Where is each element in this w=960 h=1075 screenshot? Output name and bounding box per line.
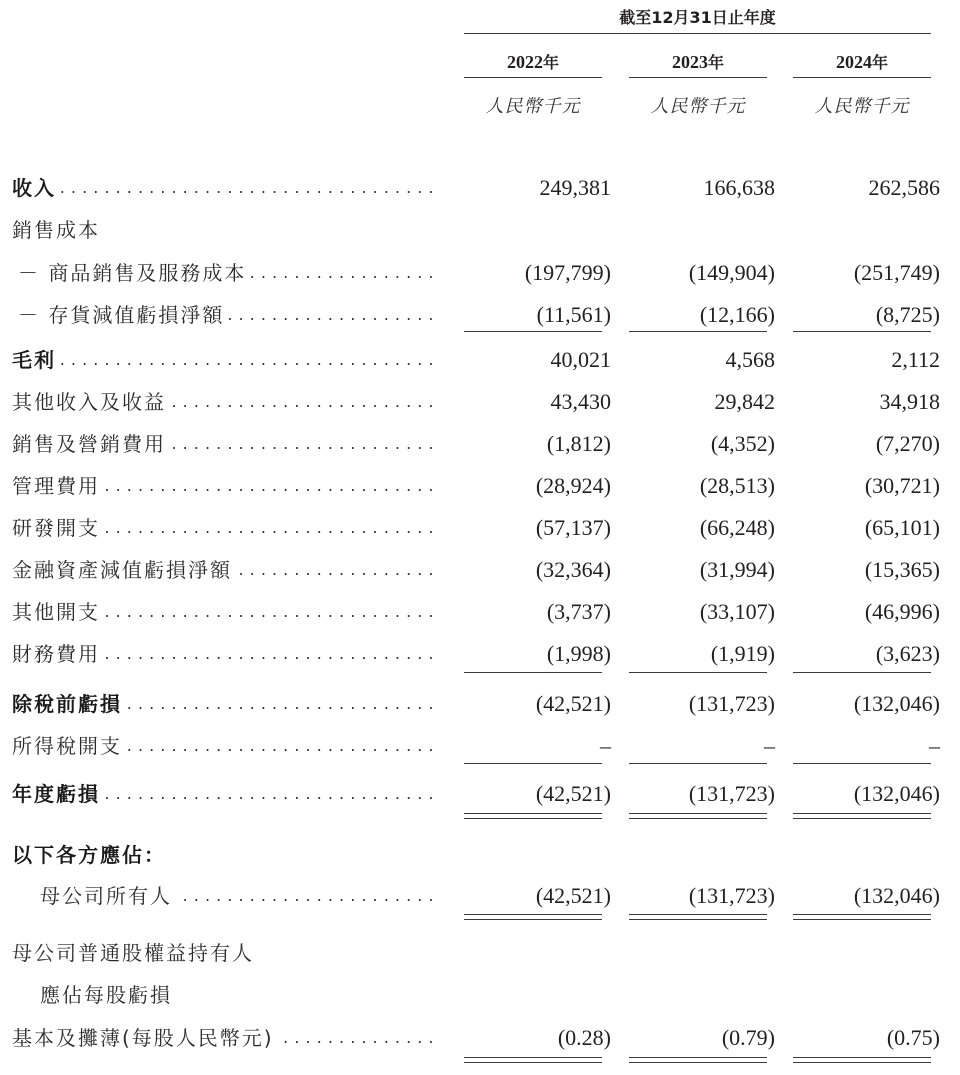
row-label-cost-of-goods-and-services: － 商品銷售及服務成本 . . . xyxy=(18,258,434,288)
cell-value: 2,112 xyxy=(891,347,940,372)
subtotal-rule xyxy=(793,331,931,332)
cell-value: – xyxy=(929,733,940,758)
cell-value: (42,521) xyxy=(535,781,611,806)
cell-value: (42,521) xyxy=(535,691,611,716)
total-double-rule xyxy=(629,914,767,920)
cell-value: (1,812) xyxy=(546,431,611,456)
cell-value: (8,725) xyxy=(875,302,940,327)
row-label-owners-of-parent: 母公司所有人 . . . xyxy=(40,881,434,911)
total-double-rule xyxy=(793,914,931,920)
total-double-rule xyxy=(464,914,602,920)
period-header: 截至12月31日止年度 xyxy=(619,8,776,27)
cell-value: (3,737) xyxy=(546,599,611,624)
cell-value: (31,994) xyxy=(699,557,775,582)
row-label-other-expenses: 其他開支 . . . xyxy=(12,597,434,627)
cell-value: (1,919) xyxy=(710,641,775,666)
cell-value: (32,364) xyxy=(535,557,611,582)
cell-value: (42,521) xyxy=(535,883,611,908)
row-label-rnd-expenses: 研發開支 . . . xyxy=(12,513,434,543)
cell-value: (0.75) xyxy=(886,1025,940,1050)
cell-value: (65,101) xyxy=(864,515,940,540)
unit-label: 人民幣千元 xyxy=(650,96,746,117)
subtotal-rule xyxy=(629,672,767,673)
cell-value: (149,904) xyxy=(688,260,775,285)
row-label-finance-costs: 財務費用 . . . xyxy=(12,639,434,669)
cell-value: (28,924) xyxy=(535,473,611,498)
cell-value: (30,721) xyxy=(864,473,940,498)
row-label-revenue: 收入 . . . xyxy=(12,173,434,203)
cell-value: (57,137) xyxy=(535,515,611,540)
column-header-2023 xyxy=(629,50,767,73)
row-label-attributable-to: 以下各方應佔： xyxy=(12,840,434,870)
subtotal-rule xyxy=(464,672,602,673)
row-label-gross-profit: 毛利 . . . xyxy=(12,345,434,375)
total-double-rule xyxy=(629,1057,767,1063)
cell-value: 4,568 xyxy=(725,347,775,372)
cell-value: – xyxy=(600,733,611,758)
cell-value: 29,842 xyxy=(714,389,775,414)
year-suffix: 年 xyxy=(871,53,888,72)
subtotal-rule xyxy=(464,763,602,764)
year-rule xyxy=(629,77,767,78)
subtotal-rule xyxy=(793,672,931,673)
year-label: 2023 xyxy=(671,52,708,72)
cell-value: (15,365) xyxy=(864,557,940,582)
cell-value: 249,381 xyxy=(539,175,611,200)
cell-value: (131,723) xyxy=(688,781,775,806)
subtotal-rule xyxy=(464,331,602,332)
cell-value: (132,046) xyxy=(853,691,940,716)
column-header-2022 xyxy=(464,50,602,73)
cell-value: (131,723) xyxy=(688,883,775,908)
year-label: 2024 xyxy=(835,52,872,72)
row-label-inventory-impairment: － 存貨減值虧損淨額 . . . xyxy=(18,300,434,330)
total-double-rule xyxy=(793,1057,931,1063)
cell-value: (11,561) xyxy=(536,302,611,327)
subtotal-rule xyxy=(629,331,767,332)
cell-value: (132,046) xyxy=(853,883,940,908)
cell-value: (0.28) xyxy=(557,1025,611,1050)
column-header-2024 xyxy=(793,50,931,73)
year-rule xyxy=(464,77,602,78)
row-label-loss-per-share: 應佔每股虧損 xyxy=(40,980,434,1010)
row-label-loss-before-tax: 除稅前虧損 . . . xyxy=(12,689,434,719)
cell-value: (33,107) xyxy=(699,599,775,624)
cell-value: 43,430 xyxy=(550,389,611,414)
row-label-selling-expenses: 銷售及營銷費用 . . . xyxy=(12,429,434,459)
cell-value: (197,799) xyxy=(524,260,611,285)
cell-value: 166,638 xyxy=(703,175,775,200)
row-label-income-tax: 所得稅開支 . . . xyxy=(12,731,434,761)
subtotal-rule xyxy=(793,763,931,764)
year-label: 2022 xyxy=(506,52,543,72)
row-label-basic-diluted: 基本及攤薄(每股人民幣元) . . . xyxy=(12,1023,434,1053)
row-label-cost-of-sales: 銷售成本 xyxy=(12,215,434,245)
cell-value: (3,623) xyxy=(875,641,940,666)
row-label-loss-for-year: 年度虧損 . . . xyxy=(12,779,434,809)
subtotal-rule xyxy=(629,763,767,764)
cell-value: (131,723) xyxy=(688,691,775,716)
row-label-financial-asset-impairment: 金融資產減值虧損淨額 . . . xyxy=(12,555,434,585)
year-suffix: 年 xyxy=(542,53,559,72)
cell-value: – xyxy=(764,733,775,758)
cell-value: (251,749) xyxy=(853,260,940,285)
total-double-rule xyxy=(464,1057,602,1063)
cell-value: (66,248) xyxy=(699,515,775,540)
cell-value: (1,998) xyxy=(546,641,611,666)
row-label-other-income: 其他收入及收益 . . . xyxy=(12,387,434,417)
cell-value: 262,586 xyxy=(868,175,940,200)
row-label-admin-expenses: 管理費用 . . . xyxy=(12,471,434,501)
header-rule xyxy=(464,33,931,34)
cell-value: (132,046) xyxy=(853,781,940,806)
year-rule xyxy=(793,77,931,78)
cell-value: 34,918 xyxy=(879,389,940,414)
unit-label: 人民幣千元 xyxy=(814,96,910,117)
total-double-rule xyxy=(629,813,767,819)
cell-value: (7,270) xyxy=(875,431,940,456)
year-suffix: 年 xyxy=(707,53,724,72)
total-double-rule xyxy=(464,813,602,819)
unit-label: 人民幣千元 xyxy=(485,96,581,117)
cell-value: (0.79) xyxy=(721,1025,775,1050)
cell-value: (4,352) xyxy=(710,431,775,456)
cell-value: (46,996) xyxy=(864,599,940,624)
total-double-rule xyxy=(793,813,931,819)
cell-value: 40,021 xyxy=(550,347,611,372)
row-label-ordinary-equity-holders: 母公司普通股權益持有人 xyxy=(12,938,434,968)
cell-value: (12,166) xyxy=(699,302,775,327)
cell-value: (28,513) xyxy=(699,473,775,498)
